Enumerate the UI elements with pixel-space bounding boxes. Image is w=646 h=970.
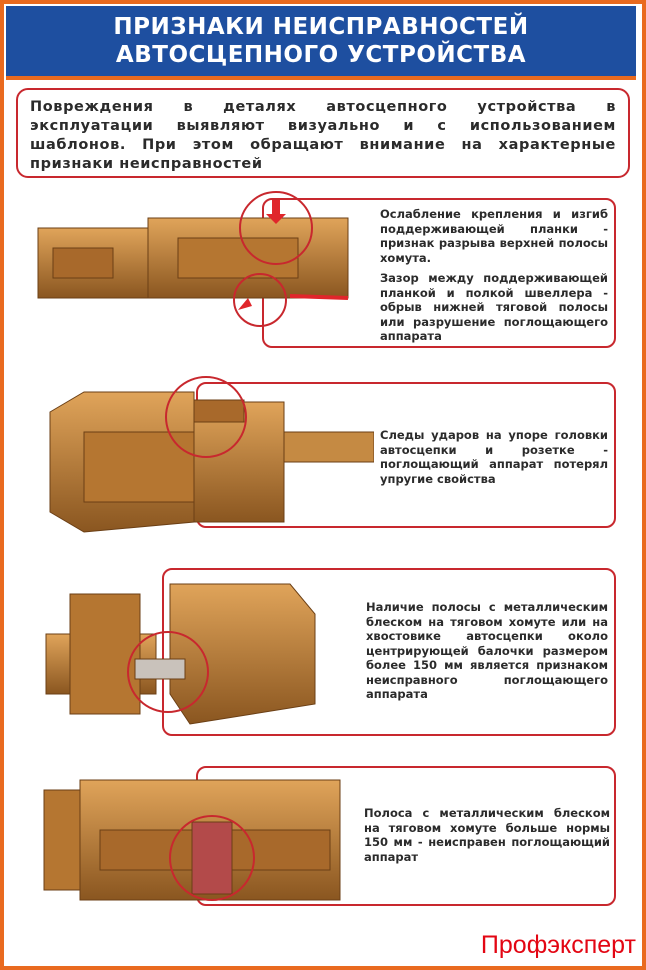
- brand-logo: Профэксперт: [480, 931, 636, 959]
- section-3-text: [366, 600, 608, 708]
- section-3-text-1: Наличие полосы с металлическим блеском на тяговом хомуте или на хвостовике автосцепки около центрирующей балочки размером более 150 мм является признаком неисправного поглощающего аппарата: [366, 600, 608, 701]
- intro-box: [16, 88, 630, 178]
- title-line-1: ПРИЗНАКИ НЕИСПРАВНОСТЕЙ: [113, 14, 529, 40]
- section-1-illustration: [28, 188, 358, 338]
- section-2-text-1: Следы ударов на упоре головки автосцепки и розетке - поглощающий аппарат потерял упругие свойства: [380, 428, 608, 486]
- section-4-text-1: Полоса с металлическим блеском на тяговом хомуте больше нормы 150 мм - неисправен поглощающий аппарат: [364, 806, 610, 864]
- intro-text: Повреждения в деталях автосцепного устройства в эксплуатации выявляют визуально и с использованием шаблонов. При этом обращают внимание на характерные признаки неисправностей: [30, 99, 616, 172]
- section-4-illustration: [40, 770, 360, 910]
- section-1-text: [380, 207, 608, 350]
- title-underline: [6, 76, 636, 80]
- title-banner: [6, 6, 636, 76]
- section-2-text: [380, 428, 608, 492]
- title-line-2: АВТОСЦЕПНОГО УСТРОЙСТВА: [115, 42, 527, 68]
- section-1-text-2: Зазор между поддерживающей планкой и полкой швеллера - обрыв нижней тяговой полосы или разрушение поглощающего аппарата: [380, 271, 608, 343]
- section-4-text: [364, 806, 610, 870]
- section-3-illustration: [40, 574, 370, 734]
- section-2-illustration: [44, 372, 374, 542]
- section-1-text-1: Ослабление крепления и изгиб поддерживающей планки - признак разрыва верхней полосы хомута.: [380, 207, 608, 265]
